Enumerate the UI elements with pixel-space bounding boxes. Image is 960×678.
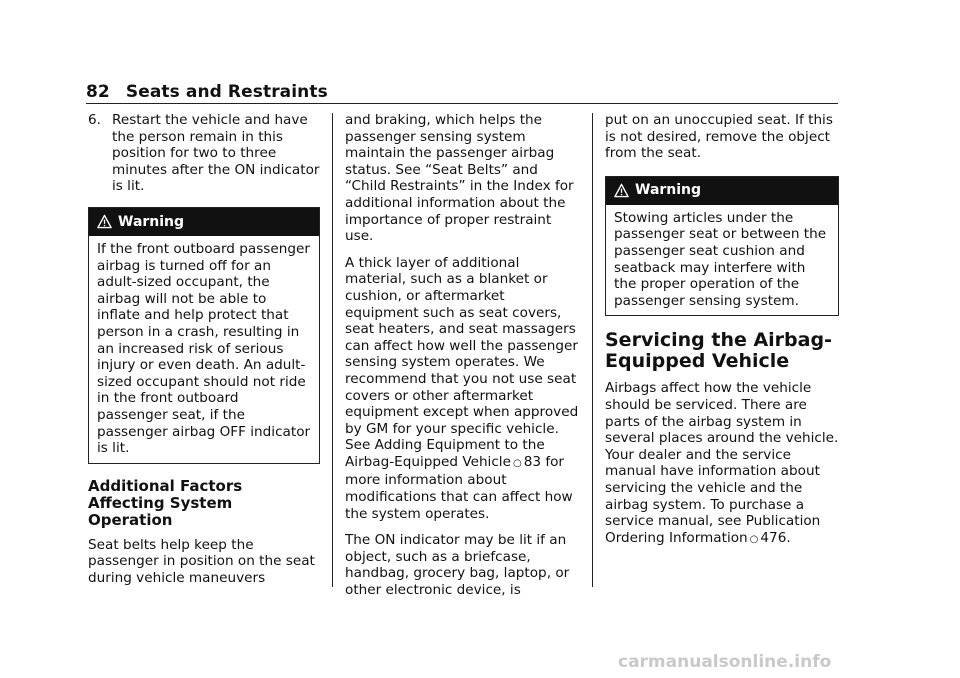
step-number: 6.	[88, 112, 101, 128]
page-ref-icon: ○	[512, 457, 522, 469]
warning-body: If the front outboard passenger airbag is turned off for an adult-sized occupant, the airbag will not be able to inflate and help protect that person in a crash, resulting in an increased risk of serious injury or even death. An adult-sized occupant should not ride in the front outboard passenger seat, if the passenger airbag OFF indicator is lit.	[97, 240, 311, 457]
paragraph: The ON indicator may be lit if an object, such as a briefcase, handbag, grocery bag, laptop, or other electronic device, is	[345, 532, 570, 599]
paragraph	[605, 380, 839, 548]
page-header	[86, 82, 328, 102]
warning-title: Warning	[635, 182, 702, 199]
page-ref-icon: ○	[749, 533, 759, 545]
paragraph	[345, 255, 581, 523]
warning-box	[605, 176, 839, 317]
page-reference[interactable]: 476.	[760, 529, 791, 546]
paragraph: Seat belts help keep the passenger in position on the seat during vehicle maneuvers	[88, 536, 315, 586]
section-title: Seats and Restraints	[125, 82, 328, 102]
column-divider	[332, 113, 333, 587]
column-divider	[592, 113, 593, 587]
section-heading: Servicing the Airbag-Equipped Vehicle	[605, 329, 832, 373]
column-2	[345, 112, 581, 609]
paragraph: put on an unoccupied seat. If this is not desired, remove the object from the seat.	[605, 112, 833, 162]
paragraph-text: for more information about modifications that can affect how the system operates.	[345, 453, 573, 522]
section-heading: Additional Factors Affecting System Operation	[88, 476, 243, 529]
paragraph-text: A thick layer of additional material, such as a blanket or cushion, or aftermarket equipment such as seat covers, seat heaters, and seat massagers can affect how well the passenger sensing system operates. We recommend that you not use seat covers or other aftermarket equipment except when approved by GM for your specific vehicle. See Adding Equipment to the Airbag-Equipped Vehicle	[345, 254, 579, 470]
warning-icon	[614, 183, 629, 198]
page-number: 82	[86, 82, 110, 102]
warning-header	[606, 177, 838, 205]
header-rule	[86, 103, 838, 104]
column-3	[605, 112, 839, 558]
warning-title: Warning	[118, 213, 185, 230]
warning-header	[89, 208, 319, 236]
warning-body: Stowing articles under the passenger seat or between the passenger seat cushion and seatback may interfere with the proper operation of the passenger sensing system.	[614, 209, 827, 309]
page-reference[interactable]: 83	[523, 453, 541, 470]
warning-icon	[97, 214, 112, 229]
column-1	[88, 112, 320, 596]
paragraph-text: Airbags affect how the vehicle should be serviced. There are parts of the airbag system in several places around the vehicle. Your dealer and the service manual have information about servicing the vehicle and the airbag system. To purchase a service manual, see Publication Ordering Information	[605, 380, 839, 546]
warning-box	[88, 207, 320, 464]
step-item	[88, 112, 320, 195]
step-text: Restart the vehicle and have the person remain in this position for two to three minutes after the ON indicator is lit.	[112, 112, 320, 195]
watermark: carmanualsonline.info	[618, 652, 832, 672]
paragraph: and braking, which helps the passenger sensing system maintain the passenger airbag status. See “Seat Belts” and “Child Restraints” in the Index for additional information about the importance of proper restraint use.	[345, 112, 574, 245]
